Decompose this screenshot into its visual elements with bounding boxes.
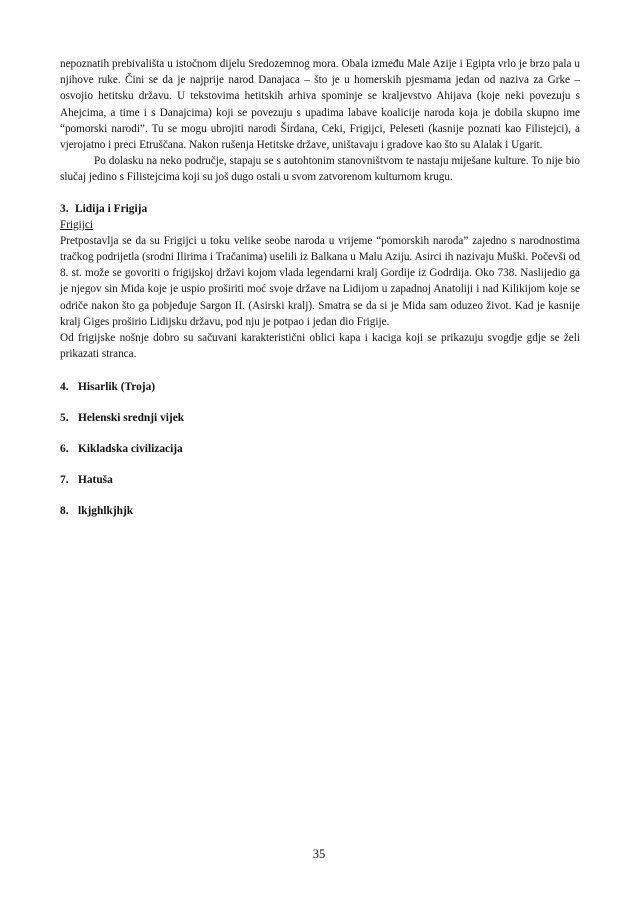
heading-number: 5.	[60, 412, 69, 425]
heading-title: Hatuša	[78, 474, 113, 487]
page-number: 35	[312, 847, 326, 861]
section-paragraph-2: Od frigijske nošnje dobro su sačuvani karakteristični oblici kapa i kaciga koji se prikazuju svogdje gdje se želi prikazati stranca.	[60, 332, 580, 361]
heading-item	[60, 412, 580, 424]
heading-item	[60, 505, 580, 517]
heading-number: 8.	[60, 505, 69, 518]
section-paragraph-1: Pretpostavlja se da su Frigijci u toku velike seobe naroda u vrijeme “pomorskih naroda” zajedno s narodnostima tračkog podrijetla (srodni Ilirima i Tračanima) uselili iz Balkana u Malu Aziju. Asirci ih nazivaju Muški. Počevši od 8. st. može se govoriti o frigijskoj državi kojom vlada legendarni kralj Gordije iz Godrdija. Oko 738. Naslijedio ga je njegov sin Mida koje je uspio proširiti moć svoje države na Lidijom u zapadnoj Anatoliji i nad Kilikijom koje se odriče nakon što ga pobjeđuje Sargon II. (Asirski kralj). Smatra se da si je Mida sam oduzeo život. Kad je kasnije kralj Giges proširio Lidijsku državu, pod nju je potpao i jedan dio Frigije.	[60, 234, 580, 328]
section-heading	[60, 201, 580, 217]
heading-title: Kikladska civilizacija	[78, 443, 183, 456]
heading-item	[60, 381, 580, 393]
heading-item	[60, 474, 580, 486]
heading-title: Hisarlik (Troja)	[78, 381, 156, 394]
section-title: Lidija i Frigija	[75, 202, 148, 215]
subheading: Frigijci	[60, 218, 93, 231]
heading-item	[60, 443, 580, 455]
heading-number: 4.	[60, 381, 69, 394]
heading-title: lkjghlkjhjk	[78, 505, 134, 518]
heading-title: Helenski srednji vijek	[78, 412, 185, 425]
intro-paragraph: nepoznatih prebivališta u istočnom dijelu Sredozemnog mora. Obala između Male Azije i Egipta vrlo je brzo pala u njihove ruke. Čini se da je najprije narod Danajaca – što je u homerskih pjesmama jedan od naziva za Grke – osvojio hetitsku državu. U tekstovima hetitskih arhiva spominje se kraljevstvo Ahijava (koje neki povezuju s Ahejcima, a time i s Danajcima) koji se povezuju s upadima labave koalicije naroda koja je dobila skupno ime “pomorski narodi”. Tu se mogu ubrojiti narodi Širdana, Ceki, Frigijci, Peleseti (kasnije poznati kao Filistejci), a vjerojatno i preci Etruščana. Nakon rušenja Hetitske države, uništavaju i gradove kao što su Alalak i Ugarit.	[60, 58, 580, 152]
heading-number: 7.	[60, 474, 69, 487]
heading-number: 6.	[60, 443, 69, 456]
document-body	[60, 56, 580, 517]
second-paragraph: Po dolasku na neko područje, stapaju se s autohtonim stanovništvom te nastaju miješane kulture. To nije bio slučaj jedino s Filistejcima koji su još dugo ostali u svom zatvorenom kulturnom krugu.	[60, 155, 580, 184]
section-number: 3.	[60, 202, 69, 215]
